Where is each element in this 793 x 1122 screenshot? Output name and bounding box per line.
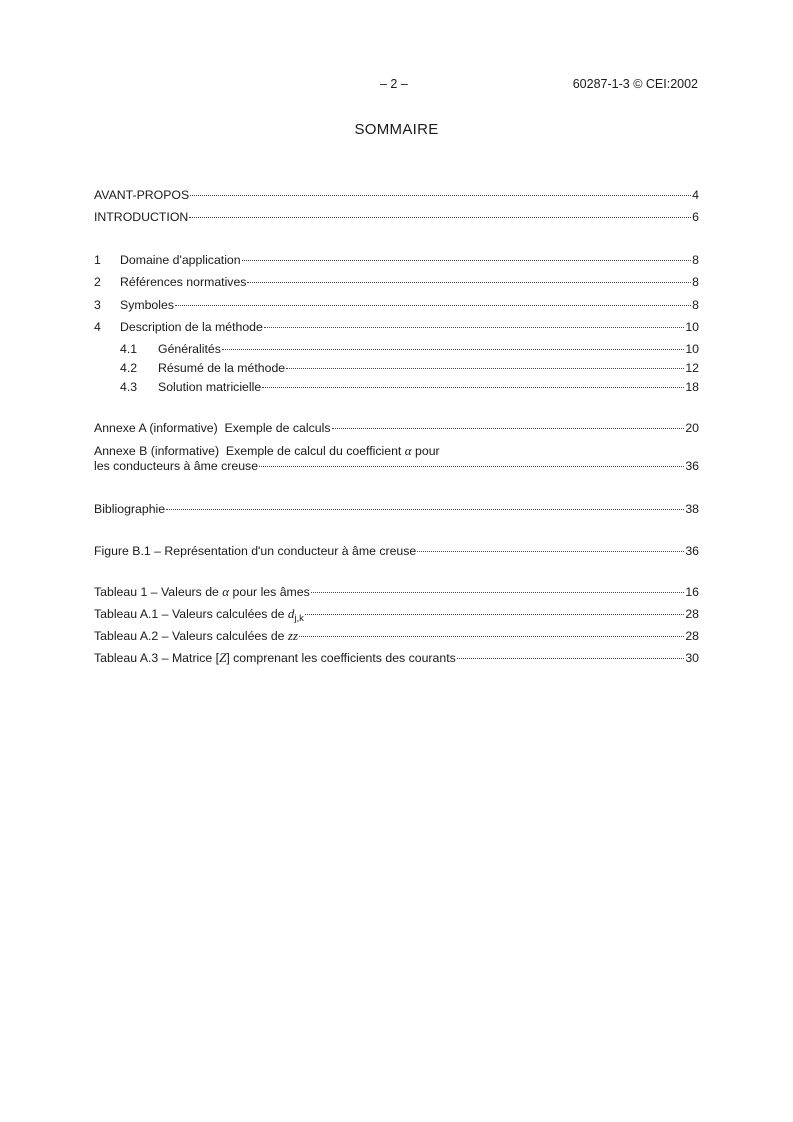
toc-page: 18 bbox=[685, 380, 699, 394]
toc-page: 8 bbox=[692, 253, 699, 267]
toc-label: Références normatives bbox=[120, 275, 247, 289]
toc-leader bbox=[190, 195, 691, 196]
toc-leader bbox=[222, 349, 684, 350]
toc-label: les conducteurs à âme creuse bbox=[94, 459, 259, 473]
toc-entry-annexe-b-line1[interactable] bbox=[94, 443, 440, 459]
toc-number: 2 bbox=[94, 275, 101, 289]
toc-leader bbox=[311, 592, 685, 593]
toc-label: AVANT-PROPOS bbox=[94, 188, 190, 202]
toc-entry-4-3[interactable] bbox=[120, 379, 699, 395]
toc-entry-tableau-a1[interactable] bbox=[94, 606, 699, 622]
toc-entry-tableau-1[interactable] bbox=[94, 584, 699, 600]
toc-entry-figure-b1[interactable] bbox=[94, 543, 699, 559]
toc-entry-annexe-a[interactable] bbox=[94, 420, 699, 436]
toc-label: INTRODUCTION bbox=[94, 210, 189, 224]
toc-page: 30 bbox=[685, 651, 699, 665]
z-symbol: Z bbox=[219, 650, 227, 665]
toc-label: Généralités bbox=[158, 342, 221, 356]
toc-label: Tableau 1 – Valeurs de α pour les âmes bbox=[94, 584, 310, 599]
toc-page: 10 bbox=[685, 320, 699, 334]
subscript: j,k bbox=[294, 613, 304, 624]
toc-entry-2[interactable] bbox=[94, 274, 699, 290]
page-title: SOMMAIRE bbox=[354, 121, 439, 138]
toc-leader bbox=[166, 509, 684, 510]
toc-entry-tableau-a3[interactable] bbox=[94, 650, 699, 666]
toc-number: 4 bbox=[94, 320, 101, 334]
toc-leader bbox=[286, 368, 684, 369]
toc-label: Tableau A.2 – Valeurs calculées de zz bbox=[94, 628, 299, 643]
toc-label: Annexe A (informative) Exemple de calculs bbox=[94, 421, 331, 435]
toc-page: 8 bbox=[692, 275, 699, 289]
toc-leader bbox=[242, 260, 692, 261]
toc-leader bbox=[247, 282, 691, 283]
toc-page: 4 bbox=[692, 188, 699, 202]
toc-page: 36 bbox=[685, 459, 699, 473]
toc-entry-4-1[interactable] bbox=[120, 341, 699, 357]
toc-entry-3[interactable] bbox=[94, 297, 699, 313]
toc-entry-introduction[interactable] bbox=[94, 209, 699, 225]
toc-page: 16 bbox=[685, 585, 699, 599]
toc-label: Solution matricielle bbox=[158, 380, 262, 394]
alpha-symbol: α bbox=[222, 584, 230, 599]
toc-number: 4.3 bbox=[120, 380, 138, 394]
toc-entry-4[interactable] bbox=[94, 319, 699, 335]
standard-reference: 60287-1-3 © CEI:2002 bbox=[572, 77, 698, 91]
toc-leader bbox=[189, 217, 691, 218]
toc-page: 6 bbox=[692, 210, 699, 224]
toc-number: 1 bbox=[94, 253, 101, 267]
toc-page: 38 bbox=[685, 502, 699, 516]
toc-page: 10 bbox=[685, 342, 699, 356]
zz-symbol: zz bbox=[287, 628, 299, 643]
toc-page: 28 bbox=[685, 629, 699, 643]
toc-entry-bibliographie[interactable] bbox=[94, 501, 699, 517]
toc-label: Bibliographie bbox=[94, 502, 166, 516]
toc-page: 20 bbox=[685, 421, 699, 435]
toc-number: 4.1 bbox=[120, 342, 138, 356]
toc-leader bbox=[262, 387, 684, 388]
alpha-symbol: α bbox=[404, 443, 412, 458]
toc-leader bbox=[264, 327, 684, 328]
toc-number: 4.2 bbox=[120, 361, 138, 375]
page-header bbox=[0, 77, 793, 93]
toc-label: Domaine d'application bbox=[120, 253, 241, 267]
toc-page: 12 bbox=[685, 361, 699, 375]
toc-label: Tableau A.3 – Matrice [Z] comprenant les coefficients des courants bbox=[94, 650, 456, 665]
toc-label: Tableau A.1 – Valeurs calculées de $d_{j,k}$ bbox=[94, 606, 304, 624]
toc-page: 8 bbox=[692, 298, 699, 312]
toc-entry-4-2[interactable] bbox=[120, 360, 699, 376]
toc-entry-1[interactable] bbox=[94, 252, 699, 268]
toc-label: Résumé de la méthode bbox=[158, 361, 286, 375]
toc-label: Annexe B (informative) Exemple de calcul du coefficient bbox=[94, 444, 405, 458]
toc-entry-avant-propos[interactable] bbox=[94, 187, 699, 203]
toc-leader bbox=[175, 305, 691, 306]
toc-leader bbox=[305, 614, 684, 615]
toc-leader bbox=[457, 658, 685, 659]
toc-page: 28 bbox=[685, 607, 699, 621]
toc-leader bbox=[259, 466, 684, 467]
toc-leader bbox=[332, 428, 685, 429]
toc-leader bbox=[417, 551, 684, 552]
toc-entry-tableau-a2[interactable] bbox=[94, 628, 699, 644]
toc-label: Symboles bbox=[120, 298, 174, 312]
toc-label-suffix: pour bbox=[411, 444, 440, 458]
toc-label: Figure B.1 – Représentation d'un conducteur à âme creuse bbox=[94, 544, 417, 558]
toc-number: 3 bbox=[94, 298, 101, 312]
d-symbol: d bbox=[287, 606, 295, 621]
page-number: – 2 – bbox=[380, 77, 408, 91]
toc-page: 36 bbox=[685, 544, 699, 558]
toc-leader bbox=[299, 636, 684, 637]
toc-label: Description de la méthode bbox=[120, 320, 263, 334]
toc-entry-annexe-b[interactable] bbox=[94, 458, 699, 474]
